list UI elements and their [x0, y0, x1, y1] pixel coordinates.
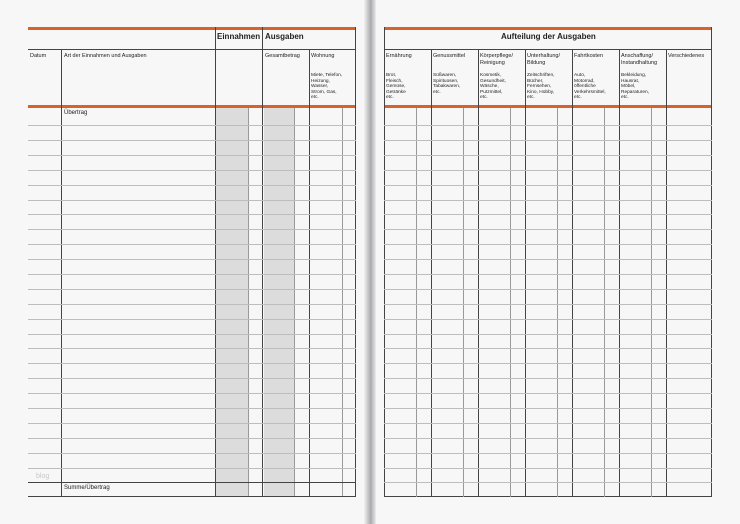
left-col-divider — [309, 49, 310, 497]
category-subtext — [527, 73, 554, 101]
category-label-line: Anschaffung/ — [621, 53, 654, 59]
category-sub-line: Bücher, — [527, 78, 544, 84]
right-col-divider — [384, 27, 385, 497]
ledger-row-line — [28, 259, 356, 260]
right-col-divider — [478, 49, 479, 497]
category-sub-line: etc. — [480, 95, 488, 101]
category-header — [527, 53, 560, 66]
ledger-row-line — [28, 229, 356, 230]
ledger-row-line — [28, 200, 356, 201]
ledger-row-line — [384, 140, 712, 141]
category-label-line: Ernährung — [386, 53, 412, 59]
housing-header: Wohnung — [311, 53, 335, 59]
left-header-bottom-rule — [28, 105, 356, 108]
ledger-row-line — [28, 155, 356, 156]
left-summary-rule — [28, 482, 356, 483]
ledger-row-line — [384, 363, 712, 364]
category-header — [386, 53, 412, 60]
category-sub-line: Motorrad, — [574, 78, 595, 84]
category-sub-line: etc. — [433, 89, 441, 95]
category-label-line: Verschiedenes — [668, 53, 705, 59]
ledger-row-line — [384, 348, 712, 349]
category-sub-line: Spirituosen, — [433, 78, 459, 84]
ledger-row-line — [28, 348, 356, 349]
ledger-row-line — [384, 468, 712, 469]
category-label-line: Reinigung — [480, 59, 505, 66]
ledger-row-line — [28, 438, 356, 439]
ledger-row-line — [384, 393, 712, 394]
ledger-row-line — [28, 423, 356, 424]
ledger-row-line — [28, 185, 356, 186]
category-subtext — [386, 73, 406, 101]
category-sub-line: Zeitschriften, — [527, 73, 555, 78]
housing-subtext — [311, 73, 342, 101]
ledger-row-line — [384, 214, 712, 215]
category-sub-line: etc. — [386, 95, 394, 101]
book-gutter — [364, 0, 376, 524]
category-sub-line: Gemüse, — [386, 84, 406, 90]
ledger-row-line — [28, 170, 356, 171]
ledger-row-line — [384, 200, 712, 201]
breakdown-title: Aufteilung der Ausgaben — [501, 32, 596, 41]
ledger-row-line — [384, 438, 712, 439]
category-sub-line: Getränke — [386, 89, 406, 95]
housing-sub-line: etc. — [311, 95, 319, 101]
left-col-divider — [262, 27, 263, 497]
ledger-row-line — [28, 244, 356, 245]
category-sub-line: öffentliche — [574, 84, 596, 90]
ledger-row-line — [28, 363, 356, 364]
ledger-row-line — [28, 378, 356, 379]
ledger-row-line — [384, 155, 712, 156]
left-col-divider — [61, 49, 62, 497]
category-header — [574, 53, 603, 60]
housing-sub-line: Strom, Gas, — [311, 89, 337, 95]
category-label-line: Bildung — [527, 59, 546, 66]
right-col-divider — [711, 27, 712, 497]
category-sub-line: Süßwaren, — [433, 73, 457, 78]
category-sub-line: etc. — [621, 95, 629, 101]
housing-sub-line: Miete, Telefon, — [311, 73, 343, 78]
housing-sub-line: Wasser, — [311, 84, 329, 90]
ledger-row-line — [28, 214, 356, 215]
left-bottom-rule — [28, 496, 356, 497]
housing-sub-line: Heizung, — [311, 78, 330, 84]
category-sub-line: Reparaturen, — [621, 89, 649, 95]
category-sub-line: Fernsehen, — [527, 84, 552, 90]
category-sub-line: Auto, — [574, 73, 586, 78]
income-title: Einnahmen — [217, 32, 261, 41]
ledger-row-line — [384, 423, 712, 424]
right-bottom-rule — [384, 496, 712, 497]
category-sub-line: Kino, Hobby, — [527, 89, 555, 95]
ledger-row-line — [384, 378, 712, 379]
category-label-line: Körperpflege/ — [480, 53, 514, 59]
ledger-row-line — [384, 274, 712, 275]
category-label-line: Unterhaltung/ — [527, 53, 561, 59]
right-col-divider — [431, 49, 432, 497]
carry-out-label: Summe/Übertrag — [64, 485, 110, 491]
ledger-row-line — [28, 289, 356, 290]
carry-in-label: Übertrag — [64, 110, 88, 116]
ledger-row-line — [28, 125, 356, 126]
category-sub-line: Gesundheit, — [480, 78, 506, 84]
left-col-divider — [215, 27, 216, 497]
category-sub-line: Möbel, — [621, 84, 636, 90]
category-header — [668, 53, 704, 60]
category-label-line: Fahrtkosten — [574, 53, 604, 59]
ledger-row-line — [28, 319, 356, 320]
category-sub-line: Putzmittel, — [480, 89, 503, 95]
ledger-row-line — [384, 289, 712, 290]
ledger-row-line — [384, 125, 712, 126]
category-sub-line: Tabakwaren, — [433, 84, 461, 90]
category-header — [433, 53, 465, 60]
category-subtext — [574, 73, 606, 101]
ledger-row-line — [28, 408, 356, 409]
category-sub-line: Brot, — [386, 73, 397, 78]
category-sub-line: Wäsche, — [480, 84, 499, 90]
category-header — [480, 53, 513, 66]
left-top-rule — [28, 27, 356, 30]
category-label-line: Instandhaltung — [621, 59, 658, 66]
ledger-row-line — [384, 259, 712, 260]
description-header: Art der Einnahmen und Ausgaben — [64, 53, 147, 59]
category-sub-line: etc. — [574, 95, 582, 101]
left-header-rule — [28, 49, 356, 50]
category-sub-line: Verkehrsmittel, — [574, 89, 606, 95]
category-subtext — [480, 73, 506, 101]
watermark-text: blog — [36, 473, 50, 480]
ledger-row-line — [384, 319, 712, 320]
ledger-row-line — [384, 334, 712, 335]
ledger-row-line — [384, 408, 712, 409]
right-col-divider — [572, 49, 573, 497]
ledger-row-line — [28, 453, 356, 454]
category-sub-line: etc. — [527, 95, 535, 101]
category-sub-line: Hausrat, — [621, 78, 640, 84]
left-col-divider — [355, 27, 356, 497]
category-label-line: Genussmittel — [433, 53, 466, 59]
ledger-row-line — [384, 185, 712, 186]
ledger-row-line — [384, 170, 712, 171]
ledger-row-line — [28, 140, 356, 141]
right-header-bottom-rule — [384, 105, 712, 108]
ledger-row-line — [28, 393, 356, 394]
right-col-divider — [666, 49, 667, 497]
ledger-row-line — [28, 274, 356, 275]
right-header-rule — [384, 49, 712, 50]
date-header: Datum — [30, 53, 47, 59]
right-col-divider — [619, 49, 620, 497]
total-header: Gesamtbetrag — [265, 53, 300, 59]
ledger-row-line — [28, 334, 356, 335]
ledger-row-line — [384, 453, 712, 454]
category-sub-line: Bekleidung, — [621, 73, 647, 78]
category-subtext — [433, 73, 460, 95]
expenses-title: Ausgaben — [265, 32, 304, 41]
category-sub-line: Kosmetik, — [480, 73, 502, 78]
category-sub-line: Fleisch, — [386, 78, 403, 84]
right-col-divider — [525, 49, 526, 497]
ledger-row-line — [28, 304, 356, 305]
ledger-row-line — [28, 468, 356, 469]
ledger-row-line — [384, 229, 712, 230]
category-header — [621, 53, 657, 66]
ledger-row-line — [384, 304, 712, 305]
category-subtext — [621, 73, 649, 101]
ledger-row-line — [384, 244, 712, 245]
right-top-rule — [384, 27, 712, 30]
ledger-row-line — [384, 482, 712, 483]
right-page — [371, 0, 740, 524]
